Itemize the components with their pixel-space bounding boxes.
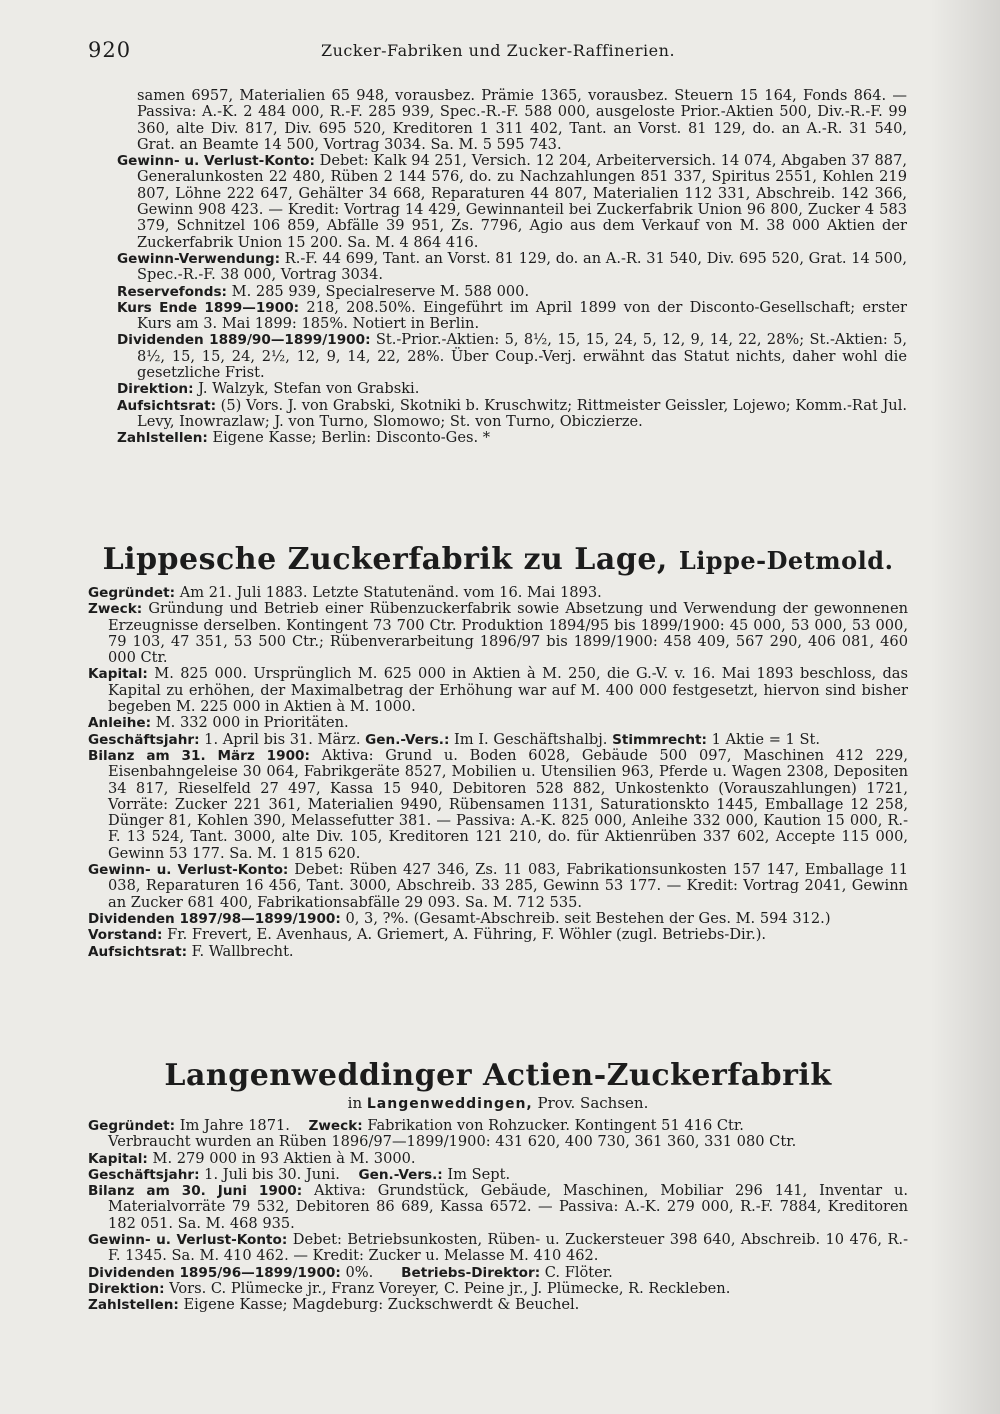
entry-capital: Kapital: M. 825 000. Ursprünglich M. 625 000 in Aktien à M. 250, die G.-V. v. 16. Mai 1893 beschloss, das Kapital zu erhöhen, der Maximalbetrag der Erhöhung war auf M. 400 000 festgesetzt, hiervon sind bisher begeben M. 225 000 in Aktien à M. 1000. — [88, 665, 908, 716]
entry-fiscal-year: Geschäftsjahr: 1. April bis 31. März. Gen.-Vers.: Im I. Geschäftshalbj. Stimmrecht: 1 Aktie = 1 St. — [88, 730, 820, 748]
entry-balance: Bilanz am 30. Juni 1900: Aktiva: Grundstück, Gebäude, Maschinen, Mobiliar 296 141, Inventar u. Materialvorräte 79 532, Debitoren 86 689, Kassa 6572. — Passiva: A.-K. 279 000, R.-F. 7884, Kreditoren 182 051. Sa. M. 468 935. — [88, 1182, 909, 1232]
continuation-section — [117, 88, 907, 447]
entry-board: Vorstand: Fr. Frevert, E. Avenhaus, A. Griemert, A. Führing, F. Wöhler (zugl. Betriebs-Dir.). — [88, 926, 767, 944]
entry-dividends: Dividenden 1889/90—1899/1900: St.-Prior.-Aktien: 5, 8½, 15, 15, 24, 5, 12, 9, 14, 22, 28%; St.-Aktien: 5, 8½, 15, 15, 24, 2½, 12, 9, 14, 22, 28%. Über Coup.-Verj. erwähnt das Statut nichts, daher wohl die gesetzliche Frist. — [117, 331, 908, 382]
entry-purpose: Zweck: Gründung und Betrieb einer Rübenzuckerfabrik sowie Absetzung und Verwendung der gewonnenen Erzeugnisse derselben. Kontingent 73 700 Ctr. Produktion 1894/95 bis 1899/1900: 45 000, 53 000, 53 000, 79 103, 47 351, 53 500 Ctr.; Rübenverarbeitung 1896/97 bis 1899/1900: 458 409, 567 290, 406 081, 460 000 Ctr. — [88, 600, 908, 667]
entry-beet-consumption: Verbraucht wurden an Rüben 1896/97—1899/1900: 431 620, 400 730, 361 360, 331 080 Ctr. — [108, 1133, 797, 1151]
entry-fiscal-year: Geschäftsjahr: 1. Juli bis 30. Juni. Gen.-Vers.: Im Sept. — [88, 1165, 511, 1183]
company-title: Langenweddinger Actien-Zuckerfabrik — [164, 1058, 832, 1093]
entry-supervisory-board: Aufsichtsrat: (5) Vors. J. von Grabski, Skotniki b. Kruschwitz; Rittmeister Geissler, Lojewo; Komm.-Rat Jul. Levy, Inowrazlaw; J. von Turno, Slomowo; St. von Turno, Obiczierze. — [117, 396, 908, 430]
page-number: 920 — [88, 38, 132, 62]
company-lippesche — [88, 542, 908, 960]
entry-price: Kurs Ende 1899—1900: 218, 208.50%. Eingeführt im April 1899 von der Disconto-Gesellschaft; erster Kurs am 3. Mai 1899: 185%. Notiert in Berlin. — [117, 298, 907, 333]
entry-profit-use: Gewinn-Verwendung: R.-F. 44 699, Tant. an Vorst. 81 129, do. an A.-R. 31 540, Div. 695 520, Grat. 14 500, Spec.-R.-F. 38 000, Vortrag 3034. — [117, 249, 907, 284]
entry-management: Direktion: Vors. C. Plümecke jr., Franz Voreyer, C. Peine jr., J. Plümecke, R. Reckleben. — [88, 1279, 731, 1297]
company-langenweddinger — [88, 1058, 908, 1314]
entry-supervisory-board: Aufsichtsrat: F. Wallbrecht. — [88, 942, 294, 960]
company-title: Lippesche Zuckerfabrik zu Lage, Lippe-Detmold. — [102, 542, 894, 577]
entry-profit-loss: Gewinn- u. Verlust-Konto: Debet: Betriebsunkosten, Rüben- u. Zuckersteuer 398 640, Abschreib. 10 476, R.-F. 1345. Sa. M. 410 462. — Kredit: Zucker u. Melasse M. 410 462. — [88, 1231, 908, 1265]
company-title-place: Lippe-Detmold. — [678, 546, 894, 575]
entry-profit-loss: Gewinn- u. Verlust-Konto: Debet: Kalk 94 251, Versich. 12 204, Arbeiterversich. 14 074, Abgaben 37 887, Generalunkosten 22 480, Rüben 2 144 576, do. zu Nachzahlungen 851 337, Spiritus 2551, Kohlen 219 807, Löhne 222 647, Gehälter 34 668, Reparaturen 44 807, Materialien 112 331, Abschreib. 142 366, Gewinn 908 423. — Kredit: Vortrag 14 429, Gewinnanteil bei Zuckerfabrik Union 96 800, Zucker 4 583 379, Schnitzel 106 859, Abfälle 39 951, Zs. 7796, Agio aus dem Verkauf von M. 38 000 Aktien der Zuckerfabrik Union 15 200. Sa. M. 4 864 416. — [117, 152, 907, 251]
entry-dividends: Dividenden 1897/98—1899/1900: 0, 3, ?%. (Gesamt-Abschreib. seit Bestehen der Ges. M. 594 312.) — [88, 909, 831, 927]
entry-balance: Bilanz am 31. März 1900: Aktiva: Grund u. Boden 6028, Gebäude 500 097, Maschinen 412 229, Eisenbahngeleise 30 064, Fabrikgeräte 8527, Mobilien u. Utensilien 963, Pferde u. Wagen 2308, Depositen 34 817, Rieselfeld 27 497, Kassa 15 940, Debitoren 528 882, Unkostenkto (Vorauszahlungen) 1721, Vorräte: Zucker 221 361, Materialien 9490, Rübensamen 1131, Saturationskto 1445, Emballage 12 258, Dünger 81, Kohlen 390, Melassefutter 381. — Passiva: A.-K. 825 000, Anleihe 332 000, Kaution 15 000, R.-F. 13 524, Tant. 3000, alte Div. 105, Kreditoren 121 210, do. für Aktienrüben 337 602, Accepte 115 000, Gewinn 53 177. Sa. M. 1 815 620. — [88, 746, 908, 862]
entry-founded: Gegründet: Im Jahre 1871. Zweck: Fabrikation von Rohzucker. Kontingent 51 416 Ctr. — [88, 1117, 744, 1134]
company-subtitle: in Langenweddingen, Prov. Sachsen. — [347, 1094, 649, 1112]
entry-capital: Kapital: M. 279 000 in 93 Aktien à M. 3000. — [88, 1149, 416, 1167]
entry-founded: Gegründet: Am 21. Juli 1883. Letzte Statutenänd. vom 16. Mai 1893. — [88, 584, 602, 601]
entry-balance-continued: samen 6957, Materialien 65 948, vorausbez. Prämie 1365, vorausbez. Steuern 15 164, Fonds 864. — Passiva: A.-K. 2 484 000, R.-F. 285 939, Spec.-R.-F. 588 000, ausgeloste Prior.-Aktien 500, Div.-R.-F. 99 360, alte Div. 817, Div. 695 520, Kreditoren 1 311 402, Tant. an Vorst. 81 129, do. an A.-R. 31 540, Grat. an Beamte 14 500, Vortrag 3034. Sa. M. 5 595 743. — [137, 87, 907, 153]
entry-profit-loss: Gewinn- u. Verlust-Konto: Debet: Rüben 427 346, Zs. 11 083, Fabrikationsunkosten 157 147, Emballage 11 038, Reparaturen 16 456, Tant. 3000, Abschreib. 33 285, Gewinn 53 177. — Kredit: Vortrag 2041, Gewinn an Zucker 681 400, Fabrikationsabfälle 29 093. Sa. M. 712 535. — [88, 861, 908, 911]
running-title: Zucker-Fabriken und Zucker-Raffinerien. — [320, 41, 676, 60]
entry-dividends: Dividenden 1895/96—1899/1900: 0%. Betriebs-Direktor: C. Flöter. — [88, 1263, 613, 1281]
entry-reserve-funds: Reservefonds: M. 285 939, Specialreserve M. 588 000. — [117, 282, 530, 300]
entry-management: Direktion: J. Walzyk, Stefan von Grabski. — [117, 380, 420, 398]
running-head — [88, 38, 908, 66]
entry-paying-agents: Zahlstellen: Eigene Kasse; Magdeburg: Zuckschwerdt & Beuchel. — [88, 1296, 580, 1314]
entry-loan: Anleihe: M. 332 000 in Prioritäten. — [88, 714, 349, 732]
binding-shadow — [930, 0, 1000, 1414]
entry-paying-agents: Zahlstellen: Eigene Kasse; Berlin: Disconto-Ges. * — [117, 429, 491, 447]
